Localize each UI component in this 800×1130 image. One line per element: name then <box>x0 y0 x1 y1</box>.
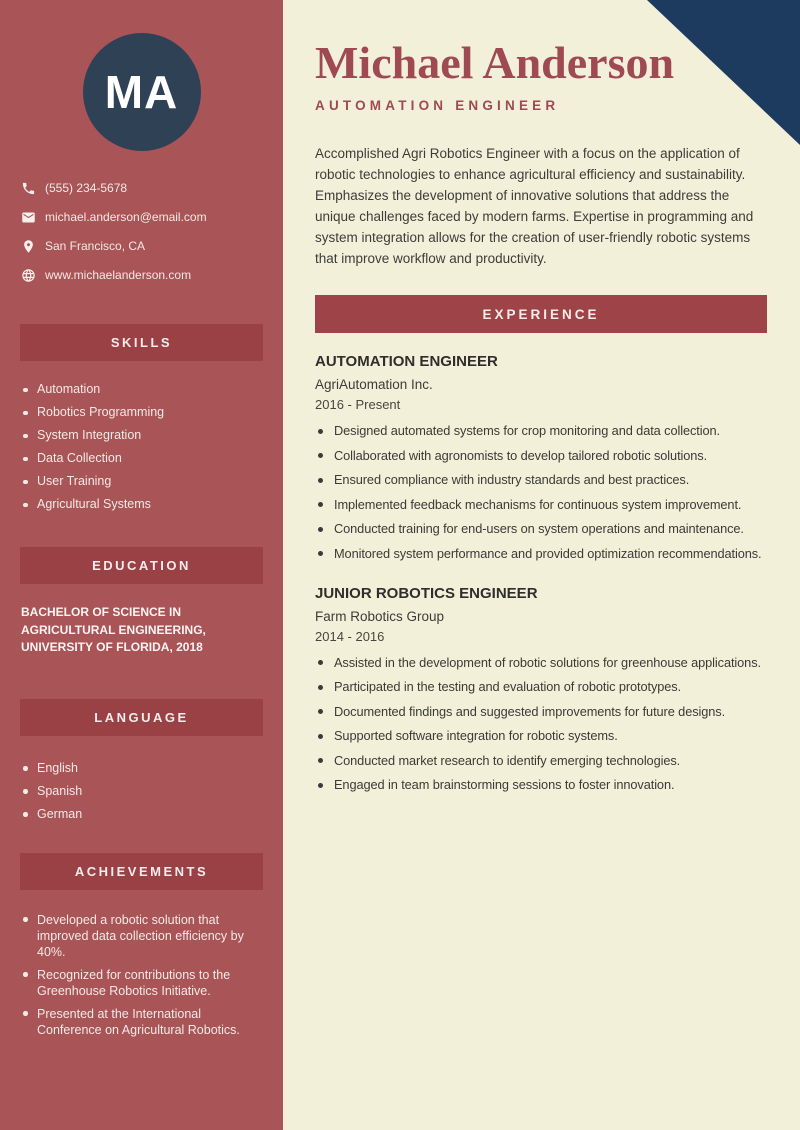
skill-item: System Integration <box>21 428 263 443</box>
phone-number: (555) 234-5678 <box>45 181 128 195</box>
job-bullet: Participated in the testing and evaluation of robotic prototypes. <box>315 679 767 695</box>
skill-item: User Training <box>21 474 263 489</box>
job-bullet: Conducted market research to identify emerging technologies. <box>315 753 767 769</box>
contact-info <box>21 180 283 284</box>
job-bullet: Engaged in team brainstorming sessions to foster innovation. <box>315 777 767 793</box>
contact-email-row <box>21 209 283 226</box>
skills-list <box>21 382 263 512</box>
job-bullet: Conducted training for end-users on system operations and maintenance. <box>315 521 767 537</box>
job-bullet: Collaborated with agronomists to develop tailored robotic solutions. <box>315 448 767 464</box>
job-bullet-list <box>315 423 767 562</box>
job-dates: 2016 - Present <box>315 397 401 412</box>
job-bullet: Implemented feedback mechanisms for continuous system improvement. <box>315 497 767 513</box>
person-job-title: AUTOMATION ENGINEER <box>315 98 560 113</box>
location-pin-icon <box>21 239 36 254</box>
sidebar <box>0 0 283 1130</box>
contact-phone-row <box>21 180 283 197</box>
job-role: JUNIOR ROBOTICS ENGINEER <box>315 584 538 602</box>
contact-location-row <box>21 238 283 255</box>
website-url: www.michaelanderson.com <box>45 268 192 282</box>
education-section-header <box>20 547 263 584</box>
job-role: AUTOMATION ENGINEER <box>315 353 498 370</box>
language-section-header <box>20 699 263 736</box>
language-list <box>21 761 263 822</box>
job-entry <box>315 353 767 562</box>
job-entry <box>315 585 767 794</box>
job-bullet: Monitored system performance and provided optimization recommendations. <box>315 546 767 562</box>
job-bullet: Assisted in the development of robotic solutions for greenhouse applications. <box>315 655 767 671</box>
education-title: EDUCATION <box>92 558 191 573</box>
job-bullet: Designed automated systems for crop monitoring and data collection. <box>315 423 767 439</box>
experience-section-header <box>315 295 767 333</box>
education-degree: BACHELOR OF SCIENCE IN AGRICULTURAL ENGINEERING, UNIVERSITY OF FLORIDA, 2018 <box>21 605 206 654</box>
avatar <box>83 33 201 151</box>
job-company: AgriAutomation Inc. <box>315 377 433 392</box>
person-name: Michael Anderson <box>315 37 675 88</box>
achievements-title: ACHIEVEMENTS <box>74 863 209 879</box>
job-bullet: Documented findings and suggested improvements for future designs. <box>315 704 767 720</box>
job-company: Farm Robotics Group <box>315 608 445 624</box>
phone-icon <box>21 181 36 196</box>
experience-title: EXPERIENCE <box>482 306 600 322</box>
profile-summary: Accomplished Agri Robotics Engineer with a focus on the application of robotic technologies to enhance agricultural efficiency and sustainability. Emphasizes the development of innovative solutions that address the unique challenges faced by modern farms. Expertise in programming and system integration allows for the creation of user-friendly robotic systems that improve workflow and productivity. <box>315 146 754 266</box>
main-content <box>283 0 800 793</box>
skills-title: SKILLS <box>110 335 173 350</box>
achievements-list <box>21 912 263 1038</box>
job-bullet: Ensured compliance with industry standards and best practices. <box>315 472 767 488</box>
avatar-initials: MA <box>104 66 179 118</box>
achievement-item: Developed a robotic solution that improved data collection efficiency by 40%. <box>21 912 263 960</box>
skill-item: Automation <box>21 382 263 397</box>
job-bullet-list <box>315 655 767 794</box>
globe-icon <box>21 268 36 283</box>
skill-item: Robotics Programming <box>21 405 263 420</box>
language-item: Spanish <box>21 784 263 799</box>
achievements-section-header <box>20 853 263 890</box>
skills-section-header <box>20 324 263 361</box>
job-dates: 2014 - 2016 <box>315 628 385 644</box>
achievement-item: Recognized for contributions to the Greenhouse Robotics Initiative. <box>21 967 263 999</box>
language-item: English <box>21 761 263 776</box>
email-icon <box>21 210 36 225</box>
job-bullet: Supported software integration for robotic systems. <box>315 728 767 744</box>
email-address: michael.anderson@email.com <box>45 210 207 224</box>
skill-item: Data Collection <box>21 451 263 466</box>
language-item: German <box>21 807 263 822</box>
location-text: San Francisco, CA <box>45 239 146 253</box>
achievement-item: Presented at the International Conference on Agricultural Robotics. <box>21 1006 263 1038</box>
language-title: LANGUAGE <box>94 709 189 725</box>
skill-item: Agricultural Systems <box>21 497 263 512</box>
contact-website-row <box>21 267 283 284</box>
